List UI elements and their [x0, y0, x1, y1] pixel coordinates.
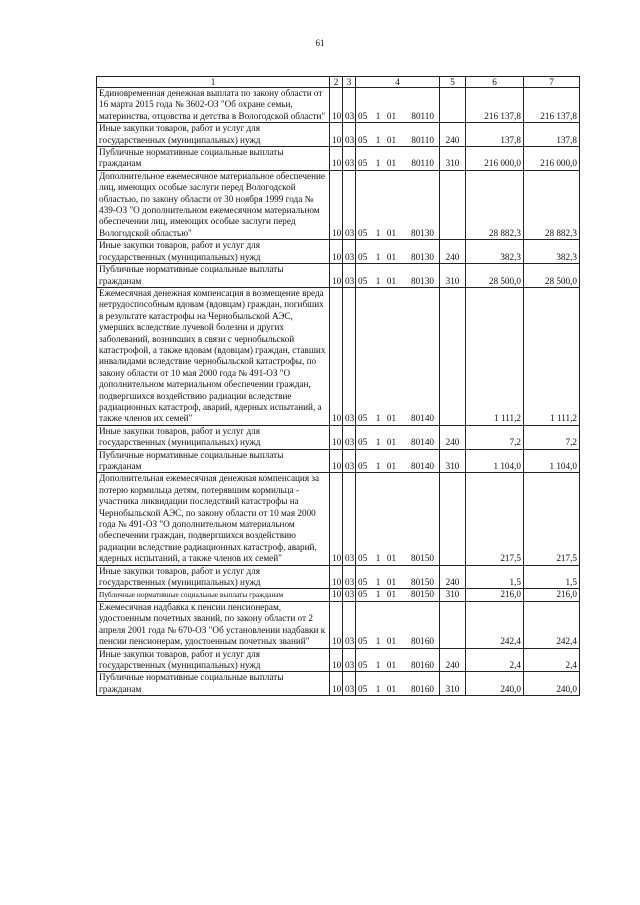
cell-section: 10 [330, 123, 343, 147]
code-subprogram: 1 [375, 437, 381, 448]
table-row [97, 147, 580, 171]
cell-target-code [356, 648, 440, 672]
row-description: Иные закупки товаров, работ и услуг для государственных (муниципальных) нужд [97, 648, 330, 672]
code-subprogram: 1 [375, 636, 381, 647]
cell-expense-type [440, 601, 466, 648]
col-header-4: 4 [356, 77, 440, 88]
col-header-2: 2 [330, 77, 343, 88]
cell-expense-type: 310 [440, 264, 466, 288]
cell-section: 10 [330, 672, 343, 696]
code-direction: 80130 [411, 275, 434, 286]
table-row [97, 589, 580, 601]
cell-amount-total: 7,2 [524, 425, 580, 449]
code-direction: 80110 [411, 110, 434, 121]
row-description: Иные закупки товаров, работ и услуг для государственных (муниципальных) нужд [97, 123, 330, 147]
cell-target-code [356, 449, 440, 473]
code-direction: 80160 [411, 683, 434, 694]
cell-section: 10 [330, 565, 343, 589]
cell-subsection: 03 [343, 147, 356, 171]
code-event: 01 [386, 110, 397, 121]
cell-amount: 382,3 [466, 240, 524, 264]
cell-amount: 1 111,2 [466, 287, 524, 425]
row-description: Иные закупки товаров, работ и услуг для государственных (муниципальных) нужд [97, 425, 330, 449]
page-number: 61 [315, 38, 325, 48]
cell-expense-type [440, 170, 466, 239]
code-event: 01 [386, 577, 397, 588]
cell-amount-total: 382,3 [524, 240, 580, 264]
cell-amount-total: 216 137,8 [524, 88, 580, 123]
cell-subsection: 03 [343, 425, 356, 449]
code-program: 05 [358, 577, 368, 588]
row-description: Дополнительное ежемесячное материальное обеспечение лиц, имеющих особые заслуги перед Вологодской областью, по закону области от 30 ноября 1999 года № 439-ОЗ "О дополнительном ежемесячном материальном обеспечении лиц, имеющих особые заслуги перед Вологодской областью" [97, 170, 330, 239]
cell-target-code [356, 425, 440, 449]
col-header-3: 3 [343, 77, 356, 88]
col-header-6: 6 [466, 77, 524, 88]
code-direction: 80140 [411, 437, 434, 448]
code-event: 01 [386, 227, 397, 238]
code-subprogram: 1 [375, 461, 381, 471]
col-header-5: 5 [440, 77, 466, 88]
cell-expense-type: 240 [440, 648, 466, 672]
cell-expense-type [440, 473, 466, 565]
cell-amount-total: 1 111,2 [524, 287, 580, 425]
code-program: 05 [358, 158, 368, 169]
cell-section: 10 [330, 425, 343, 449]
cell-subsection: 03 [343, 88, 356, 123]
code-event: 01 [386, 275, 397, 286]
table-row [97, 88, 580, 123]
code-subprogram: 1 [375, 577, 381, 588]
cell-expense-type [440, 287, 466, 425]
code-event: 01 [386, 683, 397, 694]
cell-target-code [356, 240, 440, 264]
code-program: 05 [358, 589, 368, 600]
code-direction: 80160 [411, 659, 434, 670]
cell-amount-total: 216 000,0 [524, 147, 580, 171]
code-direction: 80130 [411, 251, 434, 262]
cell-expense-type: 310 [440, 589, 466, 601]
table-row [97, 425, 580, 449]
code-subprogram: 1 [375, 227, 381, 238]
code-direction: 80130 [411, 227, 434, 238]
row-description: Публичные нормативные социальные выплаты гражданам [97, 449, 330, 473]
cell-subsection: 03 [343, 170, 356, 239]
code-event: 01 [386, 134, 397, 145]
code-program: 05 [358, 553, 368, 564]
row-description: Публичные нормативные социальные выплаты гражданам [97, 672, 330, 696]
cell-amount: 7,2 [466, 425, 524, 449]
table-row [97, 123, 580, 147]
col-header-1: 1 [97, 77, 330, 88]
cell-section: 10 [330, 473, 343, 565]
code-event: 01 [386, 437, 397, 448]
cell-amount-total: 2,4 [524, 648, 580, 672]
cell-target-code [356, 565, 440, 589]
code-program: 05 [358, 134, 368, 145]
row-description: Публичные нормативные социальные выплаты гражданам [97, 264, 330, 288]
row-description: Ежемесячная надбавка к пенсии пенсионерам, удостоенным почетных званий, по закону области от 2 апреля 2001 года № 670-ОЗ "Об установлении надбавки к пенсии пенсионерам, удостоенным почетных званий" [97, 601, 330, 648]
cell-target-code [356, 287, 440, 425]
cell-amount: 137,8 [466, 123, 524, 147]
cell-expense-type: 240 [440, 425, 466, 449]
table-row [97, 240, 580, 264]
cell-section: 10 [330, 264, 343, 288]
cell-subsection: 03 [343, 240, 356, 264]
cell-expense-type: 310 [440, 147, 466, 171]
code-subprogram: 1 [375, 589, 381, 600]
cell-amount-total: 1 104,0 [524, 449, 580, 473]
cell-section: 10 [330, 170, 343, 239]
cell-amount-total: 28 882,3 [524, 170, 580, 239]
row-description: Дополнительная ежемесячная денежная компенсация за потерю кормильца детям, потерявшим кормильца - участника ликвидации последствий катастрофы на Чернобыльской АЭС, по закону области от 10 мая 2000 года № 491-ОЗ "О дополнительном материальном обеспечении граждан, подвергшихся воздействию радиации вследствие радиационных катастроф, аварий, ядерных испытаний, а также членов их семей" [97, 473, 330, 565]
cell-subsection: 03 [343, 672, 356, 696]
code-program: 05 [358, 110, 368, 121]
cell-target-code [356, 672, 440, 696]
code-program: 05 [358, 275, 368, 286]
cell-subsection: 03 [343, 565, 356, 589]
cell-section: 10 [330, 287, 343, 425]
cell-amount-total: 217,5 [524, 473, 580, 565]
code-event: 01 [386, 553, 397, 564]
table-row [97, 287, 580, 425]
code-event: 01 [386, 636, 397, 647]
row-description: Иные закупки товаров, работ и услуг для государственных (муниципальных) нужд [97, 565, 330, 589]
code-event: 01 [386, 659, 397, 670]
code-program: 05 [358, 251, 368, 262]
cell-target-code [356, 264, 440, 288]
code-subprogram: 1 [375, 275, 381, 286]
cell-amount: 216 000,0 [466, 147, 524, 171]
code-program: 05 [358, 659, 368, 670]
code-event: 01 [386, 158, 397, 169]
cell-amount-total: 240,0 [524, 672, 580, 696]
cell-amount: 1,5 [466, 565, 524, 589]
header-row [97, 77, 580, 88]
cell-amount-total: 242,4 [524, 601, 580, 648]
table-row [97, 601, 580, 648]
cell-amount-total: 216,0 [524, 589, 580, 601]
cell-expense-type: 310 [440, 449, 466, 473]
cell-amount: 240,0 [466, 672, 524, 696]
col-header-7: 7 [524, 77, 580, 88]
table-row [97, 473, 580, 565]
cell-amount: 1 104,0 [466, 449, 524, 473]
cell-amount-total: 28 500,0 [524, 264, 580, 288]
code-subprogram: 1 [375, 110, 381, 121]
code-direction: 80150 [411, 553, 434, 564]
code-event: 01 [386, 589, 397, 600]
code-program: 05 [358, 683, 368, 694]
code-program: 05 [358, 227, 368, 238]
code-event: 01 [386, 251, 397, 262]
cell-section: 10 [330, 589, 343, 601]
cell-subsection: 03 [343, 264, 356, 288]
table-row [97, 672, 580, 696]
cell-amount: 28 500,0 [466, 264, 524, 288]
code-subprogram: 1 [375, 413, 381, 424]
code-subprogram: 1 [375, 553, 381, 564]
table-row [97, 565, 580, 589]
code-direction: 80110 [411, 158, 434, 169]
table-row [97, 170, 580, 239]
cell-amount-total: 137,8 [524, 123, 580, 147]
cell-amount: 2,4 [466, 648, 524, 672]
cell-subsection: 03 [343, 648, 356, 672]
cell-subsection: 03 [343, 589, 356, 601]
row-description: Ежемесячная денежная компенсация в возмещение вреда нетрудоспособным вдовам (вдовцам) граждан, погибших в результате катастрофы на Чернобыльской АЭС, умерших вследствие лучевой болезни и других заболеваний, возникших в связи с чернобыльской катастрофой, а также вдовам (вдовцам) граждан, ставших инвалидами вследствие чернобыльской катастрофы, по закону области от 10 мая 2000 года № 491-ОЗ "О дополнительном материальном обеспечении граждан, подвергшихся воздействию радиации вследствие радиационных катастроф, аварий, ядерных испытаний, а также членов их семей" [97, 287, 330, 425]
cell-section: 10 [330, 147, 343, 171]
row-description: Публичные нормативные социальные выплаты гражданам [97, 147, 330, 171]
code-subprogram: 1 [375, 251, 381, 262]
cell-amount-total: 1,5 [524, 565, 580, 589]
cell-expense-type: 240 [440, 123, 466, 147]
cell-amount: 216,0 [466, 589, 524, 601]
cell-target-code [356, 473, 440, 565]
cell-section: 10 [330, 601, 343, 648]
code-direction: 80140 [411, 461, 434, 471]
cell-section: 10 [330, 648, 343, 672]
code-direction: 80110 [411, 134, 434, 145]
table-body [97, 88, 580, 696]
cell-amount: 28 882,3 [466, 170, 524, 239]
cell-subsection: 03 [343, 287, 356, 425]
code-program: 05 [358, 437, 368, 448]
cell-expense-type: 310 [440, 672, 466, 696]
table-row [97, 648, 580, 672]
code-event: 01 [386, 413, 397, 424]
cell-target-code [356, 601, 440, 648]
cell-amount: 216 137,8 [466, 88, 524, 123]
cell-subsection: 03 [343, 123, 356, 147]
code-subprogram: 1 [375, 683, 381, 694]
cell-target-code [356, 170, 440, 239]
code-program: 05 [358, 413, 368, 424]
code-direction: 80140 [411, 413, 434, 424]
code-subprogram: 1 [375, 134, 381, 145]
code-subprogram: 1 [375, 158, 381, 169]
table-row [97, 449, 580, 473]
code-direction: 80150 [411, 577, 434, 588]
code-subprogram: 1 [375, 659, 381, 670]
cell-expense-type: 240 [440, 240, 466, 264]
cell-section: 10 [330, 449, 343, 473]
cell-section: 10 [330, 240, 343, 264]
cell-subsection: 03 [343, 601, 356, 648]
code-direction: 80150 [411, 589, 434, 600]
cell-target-code [356, 123, 440, 147]
code-program: 05 [358, 461, 368, 471]
code-program: 05 [358, 636, 368, 647]
cell-target-code [356, 589, 440, 601]
cell-amount: 242,4 [466, 601, 524, 648]
row-description: Единовременная денежная выплата по закону области от 16 марта 2015 года № 3602-ОЗ "Об охране семьи, материнства, отцовства и детства в Вологодской области" [97, 88, 330, 123]
row-description: Публичные нормативные социальные выплаты гражданам [97, 589, 330, 601]
code-direction: 80160 [411, 636, 434, 647]
cell-expense-type: 240 [440, 565, 466, 589]
cell-amount: 217,5 [466, 473, 524, 565]
table-row [97, 264, 580, 288]
budget-table [96, 76, 580, 696]
code-event: 01 [386, 461, 397, 471]
cell-section: 10 [330, 88, 343, 123]
cell-target-code [356, 88, 440, 123]
cell-subsection: 03 [343, 449, 356, 473]
cell-subsection: 03 [343, 473, 356, 565]
cell-expense-type [440, 88, 466, 123]
row-description: Иные закупки товаров, работ и услуг для государственных (муниципальных) нужд [97, 240, 330, 264]
cell-target-code [356, 147, 440, 171]
